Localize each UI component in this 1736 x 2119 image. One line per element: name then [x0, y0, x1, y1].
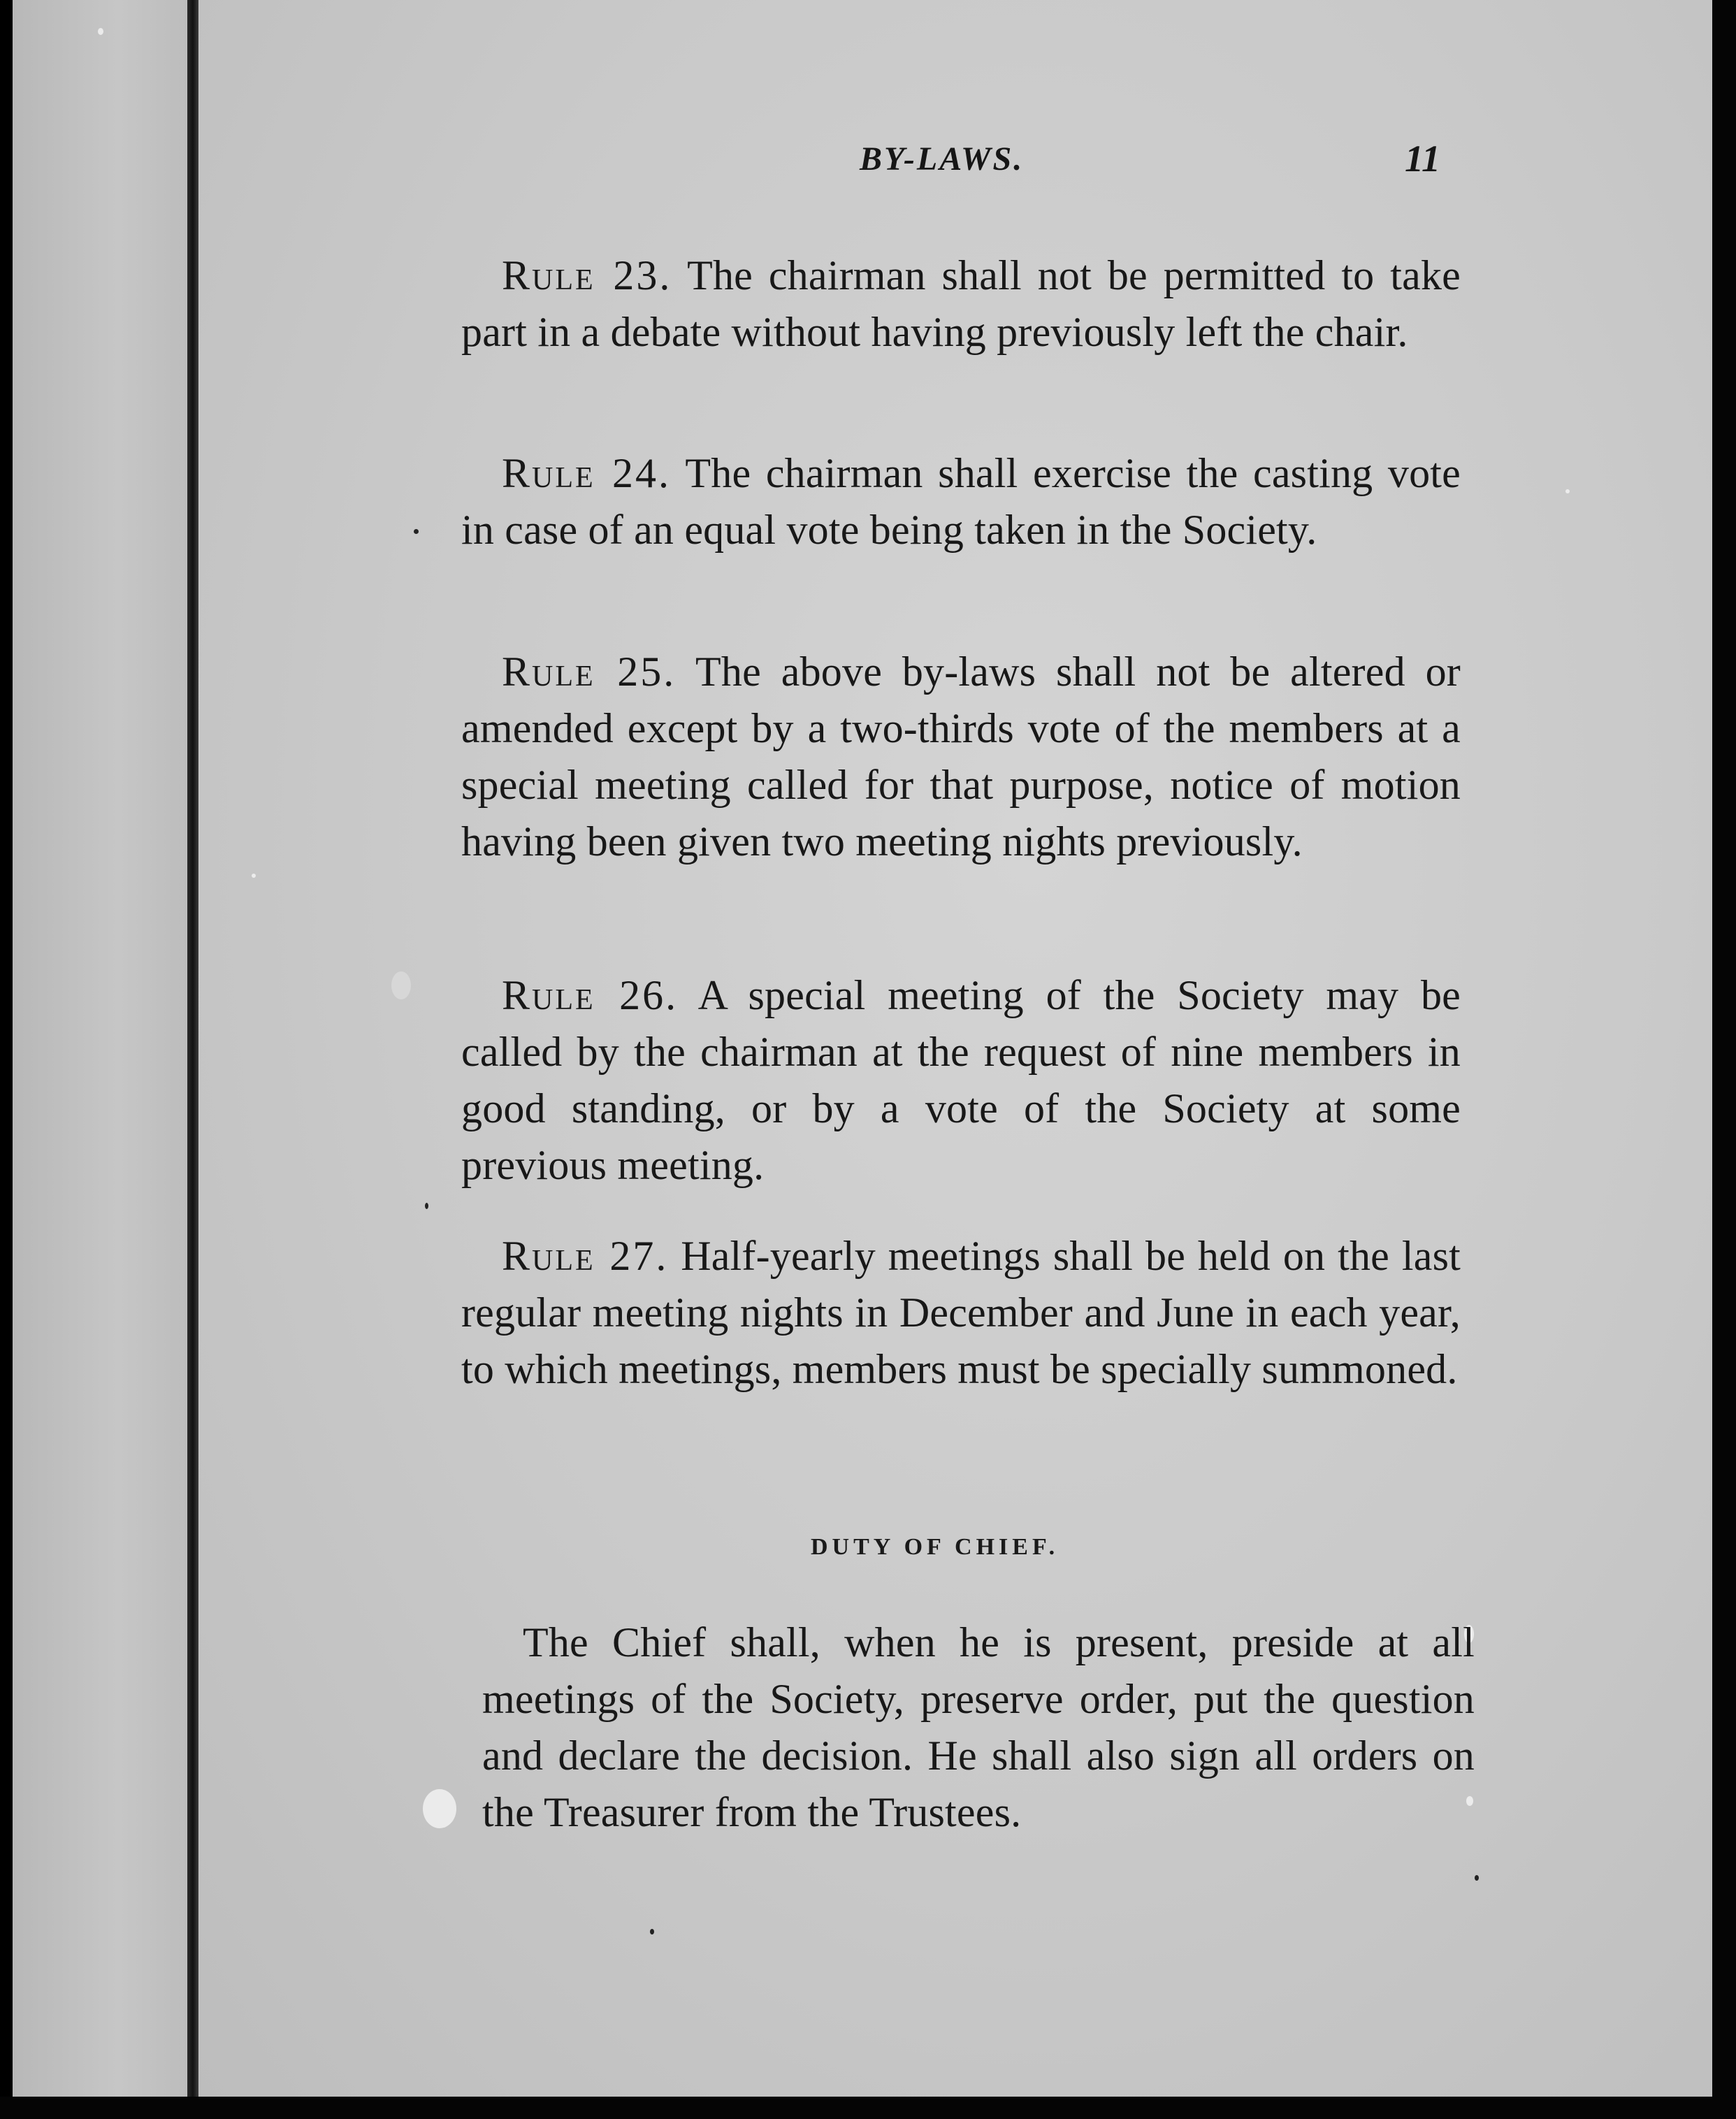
rule-24-label: Rule 24.: [502, 450, 671, 496]
rule-23-label: Rule 23.: [502, 252, 672, 298]
section-heading-duty-of-chief: DUTY OF CHIEF.: [811, 1534, 1059, 1560]
rule-23-paragraph: [461, 247, 1461, 361]
rule-25-text: The above by-laws shall not be altered or amended except by a two-thirds vote of the members at a special meeting called for that purpose, notice of motion having been given two meeting nights previously.: [461, 649, 1461, 865]
duty-of-chief-paragraph: The Chief shall, when he is present, preside at all meetings of the Society, preserve order, put the question and declare the decision. He shall also sign all orders on the Treasurer from the Trustees.: [482, 1619, 1475, 1835]
rule-26-paragraph: [461, 967, 1461, 1194]
rule-26-text: A special meeting of the Society may be called by the chairman at the request of nine members in good standing, or by a vote of the Society at some previous meeting.: [461, 972, 1461, 1188]
rule-23-text: The chairman shall not be permitted to take part in a debate without having previously left the chair.: [461, 252, 1461, 355]
ink-dot: [650, 1929, 654, 1934]
book-spine: [187, 0, 198, 2119]
paper-blemish: [391, 971, 411, 999]
ink-dot: [1475, 1875, 1479, 1881]
ink-dot: [425, 1203, 428, 1209]
scan-border-right: [1712, 0, 1736, 2119]
rule-24-paragraph: [461, 445, 1461, 558]
rule-25-paragraph: [461, 644, 1461, 870]
running-header-title: BY-LAWS.: [860, 140, 1025, 178]
rule-25-label: Rule 25.: [502, 649, 677, 695]
page-number: 11: [1405, 138, 1441, 180]
paper-blemish: [98, 28, 103, 35]
paper-blemish: [252, 874, 256, 878]
scan-border-bottom: [0, 2097, 1736, 2119]
rule-26-label: Rule 26.: [502, 972, 679, 1018]
ink-dot: [414, 529, 419, 534]
paper-blemish: [1565, 489, 1570, 493]
rule-27-text: Half-yearly meetings shall be held on the last regular meeting nights in December and June in each year, to which meetings, members must be specially summoned.: [461, 1233, 1461, 1392]
rule-27-label: Rule 27.: [502, 1233, 669, 1279]
rule-24-text: The chairman shall exercise the casting vote in case of an equal vote being taken in the Society.: [461, 450, 1461, 553]
left-page-margin: [13, 0, 189, 2119]
rule-27-paragraph: [461, 1228, 1461, 1398]
paper-blemish: [423, 1789, 456, 1828]
